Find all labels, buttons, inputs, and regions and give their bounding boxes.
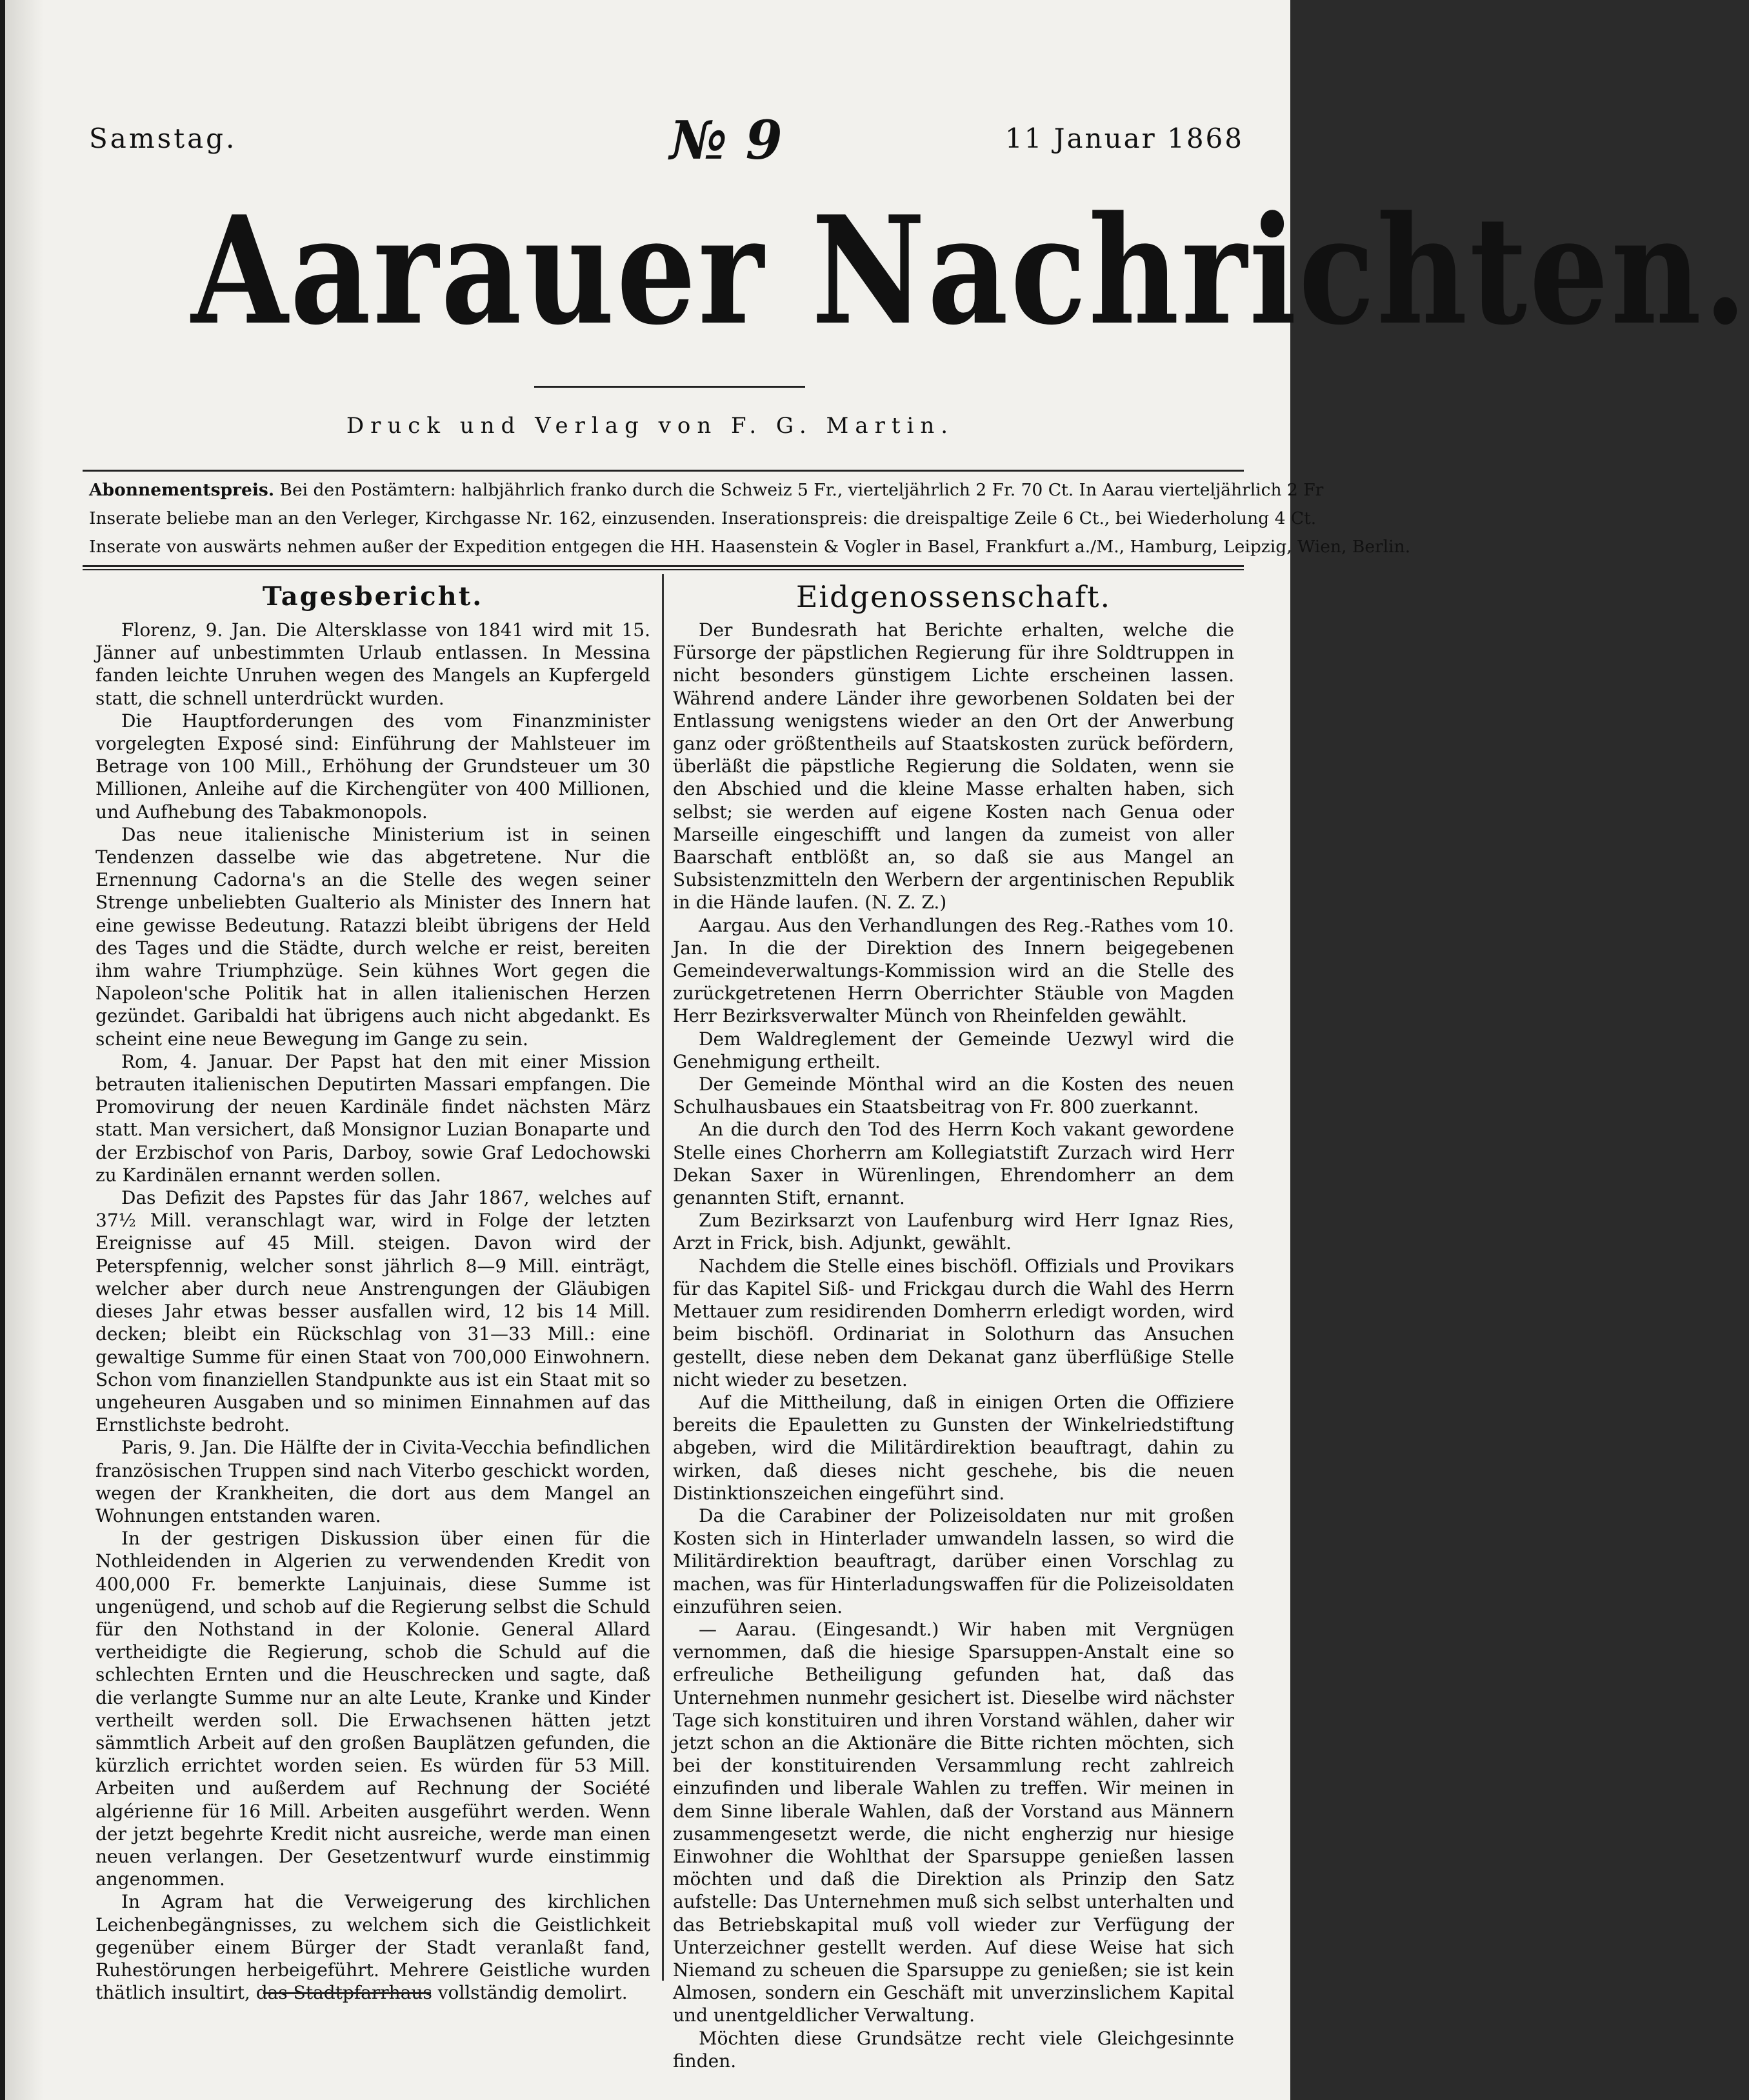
article-paragraph: An die durch den Tod des Herrn Koch vakant gewordene Stelle eines Chorherrn am Kollegiatstift Zurzach wird Herr Dekan Saxer in Würenlingen, Ehrendomherr an dem genannten Stift, ernannt. [673, 1119, 1234, 1209]
left-column [95, 577, 650, 2016]
page-edge-shadow [5, 0, 44, 2100]
article-paragraph: Aargau. Aus den Verhandlungen des Reg.-Rathes vom 10. Jan. In die der Direktion des Innern beigegebenen Gemeindeverwaltungs-Kommission wird an die Stelle des zurückgetretenen Herrn Oberrichter Stäuble von Magden Herr Bezirksverwalter Münch von Rheinfelden gewählt. [673, 914, 1234, 1027]
issue-header [89, 110, 1244, 174]
external-advert-info [89, 533, 1411, 561]
article-paragraph: Dem Waldreglement der Gemeinde Uezwyl wird die Genehmigung ertheilt. [673, 1028, 1234, 1072]
article-paragraph: Florenz, 9. Jan. Die Altersklasse von 1841 wird mit 15. Jänner auf unbestimmten Urlaub entlassen. In Messina fanden leichte Unruhen wegen des Mangels an Kupfergeld statt, die schnell unterdrückt wurden. [95, 619, 650, 709]
column-divider [662, 574, 664, 1981]
imprint-line: Druck und Verlag von F. G. Martin. [346, 413, 955, 439]
article-paragraph: Paris, 9. Jan. Die Hälfte der in Civita-Vecchia befindlichen französischen Truppen sind nach Viterbo geschickt worden, wegen der Krankheiten, die dort aus dem Mangel an Wohnungen entstanden waren. [95, 1437, 650, 1526]
masthead-title: Aarauer Nachrichten. [191, 184, 1749, 358]
advert-text: Inserate beliebe man an den Verleger, Kirchgasse Nr. 162, einzusenden. Inserationspreis: die dreispaltige Zeile 6 Ct., bei Wiederholung 4 Ct. [89, 508, 1317, 528]
article-paragraph: In der gestrigen Diskussion über einen für die Nothleidenden in Algerien zu verwendenden Kredit von 400,000 Fr. bemerkte Lanjuinais, diese Summe ist ungenügend, und schob auf die Regierung selbst die Schuld für den Nothstand in der Kolonie. General Allard vertheidigte die Regierung, schob die Schuld auf die schlechten Ernten und die Heuschrecken und sagte, daß die verlangte Summe nur an alte Leute, Kranke und Kinder vertheilt werden soll. Die Erwachsenen hätten jetzt sämmtlich Arbeit auf den großen Bauplätzen gefunden, die kürzlich errichtet worden seien. Es würden für 53 Mill. Arbeiten und außerdem auf Rechnung der Société algérienne für 16 Mill. Arbeiten ausgeführt werden. Wenn der jetzt begehrte Kredit nicht ausreiche, werde man einen neuen verlangen. Der Gesetzentwurf wurde einstimmig angenommen. [95, 1528, 650, 1890]
article-paragraph: Der Gemeinde Mönthal wird an die Kosten des neuen Schulhausbaues ein Staatsbeitrag von Fr. 800 zuerkannt. [673, 1074, 1234, 1118]
external-advert-text: Inserate von auswärts nehmen außer der Expedition entgegen die HH. Haasenstein & Vogler in Basel, Frankfurt a./M., Hamburg, Leipzig, Wien, Berlin. [89, 537, 1411, 557]
top-divider [83, 470, 1244, 472]
subscription-label: Abonnementspreis. [89, 480, 275, 500]
advert-info [89, 505, 1317, 533]
article-paragraph: Die Hauptforderungen des vom Finanzminister vorgelegten Exposé sind: Einführung der Mahlsteuer im Betrage von 100 Mill., Erhöhung der Grundsteuer um 30 Millionen, Anleihe auf die Kirchengüter von 400 Millionen, und Aufhebung des Tabakmonopols. [95, 710, 650, 823]
article-paragraph: In Agram hat die Verweigerung des kirchlichen Leichenbegängnisses, zu welchem sich die Geistlichkeit gegenüber einem Bürger der Stadt veranlaßt fand, Ruhestörungen herbeigeführt. Mehrere Geistliche wurden thätlich insultirt, das Stadtpfarrhaus vollständig demolirt. [95, 1891, 650, 2004]
article-paragraph: Da die Carabiner der Polizeisoldaten nur mit großen Kosten sich in Hinterlader umwandeln lassen, so wird die Militärdirektion beauftragt, darüber einen Vorschlag zu machen, was für Hinterladungswaffen für die Polizeisoldaten einzuführen seien. [673, 1505, 1234, 1617]
subscription-info [89, 476, 1324, 505]
issue-date: 11 Januar 1868 [1004, 123, 1244, 154]
issue-day: Samstag. [89, 123, 237, 154]
article-paragraph: Rom, 4. Januar. Der Papst hat den mit einer Mission betrauten italienischen Deputirten Massari empfangen. Die Promovirung der neuen Kardinäle findet nächsten März statt. Man versichert, daß Monsignor Luzian Bonaparte und der Erzbischof von Paris, Darboy, sowie Graf Ledochowski zu Kardinälen ernannt werden sollen. [95, 1050, 650, 1186]
article-paragraph: Das Defizit des Papstes für das Jahr 1867, welches auf 37½ Mill. veranschlagt war, wird in Folge der letzten Ereignisse auf 45 Mill. steigen. Davon wird der Peterspfennig, welcher sonst jährlich 8—9 Mill. einträgt, welcher aber durch neue Anstrengungen der Gläubigen dieses Jahr etwas besser ausfallen wird, 12 bis 14 Mill. decken; bleibt ein Rückschlag von 31—33 Mill.: eine gewaltige Summe für einen Staat von 700,000 Einwohnern. Schon vom finanziellen Standpunkte aus ist ein Staat mit so ungeheuren Ausgaben und so minimen Einnahmen auf das Ernstlichste bedroht. [95, 1187, 650, 1436]
left-column-end-rule [263, 1992, 431, 1994]
article-paragraph: Der Bundesrath hat Berichte erhalten, welche die Fürsorge der päpstlichen Regierung für ihre Soldtruppen in nicht besonders günstigem Lichte erscheinen lassen. Während andere Länder ihre geworbenen Soldaten bei der Entlassung wenigstens wieder an den Ort der Anwerbung ganz oder größtentheils auf Staatskosten zurück befördern, überläßt die päpstliche Regierung die Soldaten, wenn sie den Abschied und die kleine Masse erhalten haben, sich selbst; sie werden auf eigene Kosten nach Genua oder Marseille eingeschifft und langen da zumeist von aller Baarschaft entblößt an, so daß sie aus Mangel an Subsistenzmitteln den Werbern der argentinischen Republik in die Hände laufen. (N. Z. Z.) [673, 619, 1234, 914]
info-divider-1 [83, 565, 1244, 567]
info-divider-2 [83, 569, 1244, 570]
tagesbericht-heading: Tagesbericht. [262, 581, 484, 612]
article-paragraph: Möchten diese Grundsätze recht viele Gleichgesinnte finden. [673, 2027, 1234, 2072]
subscription-text: Bei den Postämtern: halbjährlich franko durch die Schweiz 5 Fr., vierteljährlich 2 Fr. 70 Ct. In Aarau vierteljährlich 2 Fr [274, 480, 1324, 500]
article-paragraph: — Aarau. (Eingesandt.) Wir haben mit Vergnügen vernommen, daß die hiesige Sparsuppen-Anstalt eine so erfreuliche Betheiligung gefunden hat, daß das Unternehmen nunmehr gesichert ist. Dieselbe wird nächster Tage sich konstituiren und ihren Vorstand wählen, daher wir jetzt schon an die Aktionäre die Bitte richten möchten, sich bei der konstituirenden Versammlung recht zahlreich einzufinden und liberale Wahlen zu treffen. Wir meinen in dem Sinne liberale Wahlen, daß der Vorstand aus Männern zusammengesetzt werde, die nicht engherzig nur hiesige Einwohner die Wohlthat der Sparsuppe genießen lassen möchten und daß die Direktion als Prinzip den Satz aufstelle: Das Unternehmen muß sich selbst unterhalten und das Betriebskapital muß voll wieder zur Verfügung der Unterzeichner gestellt werden. Auf diese Weise hat sich Niemand zu scheuen die Sparsuppe zu genießen; sie ist kein Almosen, sondern ein Geschäft mit unverzinslichem Kapital und unentgeldlicher Verwaltung. [673, 1618, 1234, 2026]
article-paragraph: Das neue italienische Ministerium ist in seinen Tendenzen dasselbe wie das abgetretene. Nur die Ernennung Cadorna's an die Stelle des wegen seiner Strenge unbeliebten Gualterio als Minister des Innern hat eine gewisse Bedeutung. Ratazzi bleibt übrigens der Held des Tages und die Städte, durch welche er reist, bereiten ihm wahre Triumphzüge. Sein kühnes Wort gegen die Napoleon'sche Politik hat in allen italienischen Herzen gezündet. Garibaldi hat übrigens auch nicht abgedankt. Es scheint eine neue Bewegung im Gange zu sein. [95, 823, 650, 1050]
article-paragraph: Auf die Mittheilung, daß in einigen Orten die Offiziere bereits die Epauletten zu Gunsten der Winkelriedstiftung abgeben, wird die Militärdirektion beauftragt, dahin zu wirken, daß dieses nicht geschehe, bis die neuen Distinktionszeichen eingeführt sind. [673, 1391, 1234, 1504]
right-column [673, 577, 1234, 2072]
eidgenossenschaft-heading: Eidgenossenschaft. [795, 579, 1112, 614]
article-paragraph: Nachdem die Stelle eines bischöfl. Offizials und Provikars für das Kapitel Siß- und Frickgau durch die Wahl des Herrn Mettauer zum residirenden Domherrn erledigt worden, wird beim bischöfl. Ordinariat in Solothurn das Ansuchen gestellt, diese neben dem Dekanat ganz überflüßige Stelle nicht wieder zu besetzen. [673, 1255, 1234, 1390]
article-paragraph: Zum Bezirksarzt von Laufenburg wird Herr Ignaz Ries, Arzt in Frick, bish. Adjunkt, gewählt. [673, 1210, 1234, 1254]
masthead-rule [534, 386, 805, 388]
issue-number: № 9 [670, 110, 783, 172]
